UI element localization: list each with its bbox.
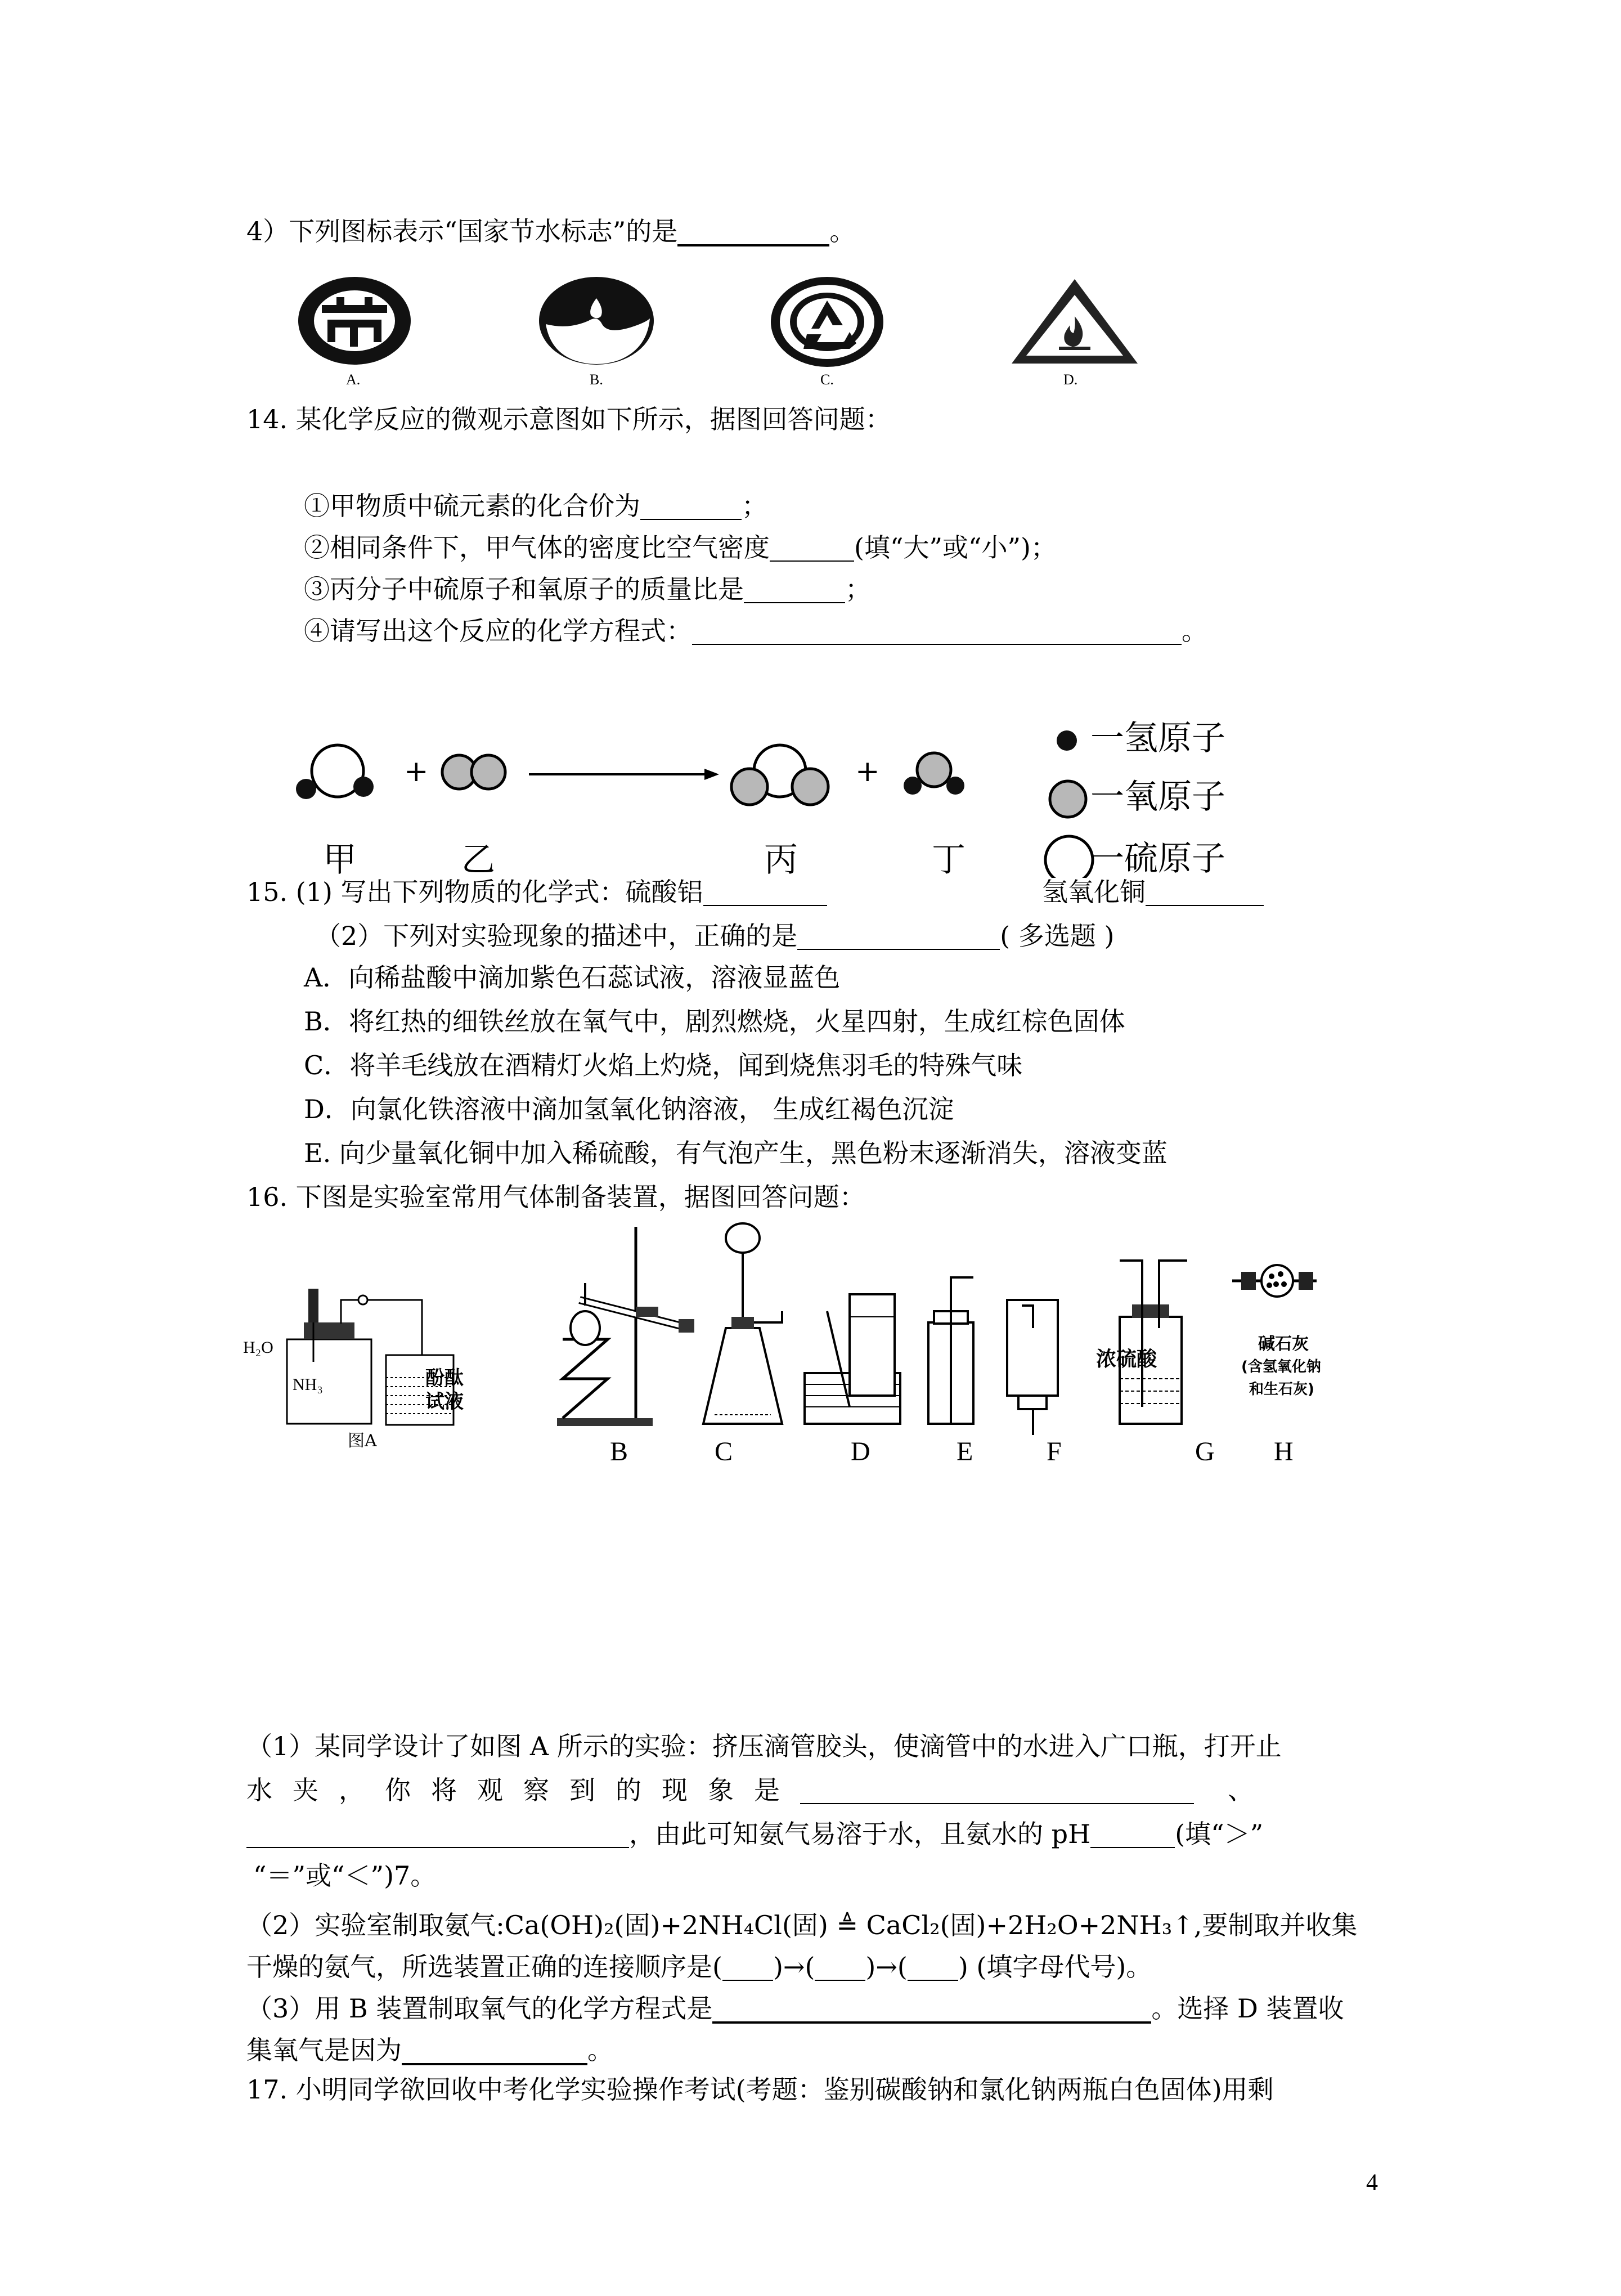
q14-s3-end: ； [845,574,871,604]
plus-2: + [855,755,880,788]
q16-p2-arrow-2: )→( [865,1952,908,1982]
q13-4-icon-d [1007,273,1142,380]
q16-p1-blank-2[interactable] [246,1821,629,1848]
q16-p1-line3-text: ，由此可知氨气易溶于水，且氨水的 pH [629,1819,1091,1849]
q14-s2-end: (填“大”或“小”)； [854,532,1057,563]
reaction-scheme [281,698,1013,827]
fig-a-phenol-1: 酚酞 [425,1367,464,1389]
apparatus-f [1007,1300,1058,1435]
q14-s4-end: 。 [1182,616,1207,646]
label-yi: 乙 [461,840,495,880]
apparatus-label-g: G [1195,1437,1215,1467]
page-number: 4 [1366,2170,1378,2196]
apparatus-label-e: E [957,1437,973,1467]
q16-p1-line2 [246,1777,1254,1804]
apparatus-h-label-3: 和生石灰) [1249,1381,1314,1398]
q15-p2-text: （2）下列对实验现象的描述中，正确的是 [315,921,798,951]
apparatus-label-h: H [1274,1437,1294,1467]
apparatus-figure [546,1216,1345,1435]
q16-p2-line2-end: ) (填字母代号)。 [958,1952,1152,1982]
q15-p1-text-b: 氢氧化铜 [1042,877,1146,907]
q13-4-option-a: A. [346,371,361,388]
reaction-diagram [281,698,1013,827]
apparatus-b [557,1227,694,1426]
apparatus-h-label-2: (含氢氧化钠 [1241,1358,1321,1375]
q14-s4 [304,618,1207,645]
q14-s2-blank[interactable] [770,535,854,562]
fig-a-phenol-2: 试液 [425,1391,464,1413]
apparatus-label-f: F [1047,1437,1062,1467]
q16-p2-arrow-1: )→( [773,1952,815,1982]
q16-p2-blank-2[interactable] [815,1954,865,1981]
legend-hydrogen-marker [1057,730,1077,751]
plus-1: + [404,755,429,788]
q15-part1 [246,879,827,906]
q17-text: 17. 小明同学欲回收中考化学实验操作考试(考题：鉴别碳酸钠和氯化钠两瓶白色固体)用剩 [246,2074,1274,2105]
q13-4-question [246,218,855,246]
flammable-warning-icon [1007,273,1142,380]
q16-p1-line3 [246,1821,1263,1848]
q14-s4-text: ④请写出这个反应的化学方程式： [304,616,692,646]
q13-4-icon-c [765,276,889,383]
q15-option-e: E. 向少量氧化铜中加入稀硫酸，有气泡产生，黑色粉末逐渐消失，溶液变蓝 [304,1138,1168,1168]
fig-a-nh3: NH₃ [293,1375,323,1394]
q16-p2-blank-1[interactable] [722,1954,773,1981]
apparatus-d [805,1294,900,1424]
q15-part2 [315,923,1114,950]
apparatus-e [928,1277,973,1424]
water-drop-circle-icon [535,276,658,383]
water-saving-glyph-icon [293,276,416,383]
q15-option-d: D．向氯化铁溶液中滴加氢氧化钠溶液， 生成红褐色沉淀 [304,1094,954,1124]
q16-p1-line1: （1）某同学设计了如图 A 所示的实验：挤压滴管胶头，使滴管中的水进入广口瓶，打开止 [246,1731,1282,1761]
molecule-yi [442,755,505,789]
q15-p2-blank[interactable] [797,923,1000,950]
q13-4-end: 。 [829,216,856,246]
fig-a-caption: 图A [348,1431,377,1451]
apparatus-h [1232,1265,1317,1297]
q14-s3 [304,576,871,603]
q16-intro: 16. 下图是实验室常用气体制备装置，据图回答问题： [246,1182,865,1212]
q14-s1-blank[interactable] [640,493,742,520]
q16-p1-line4: “＝”或“＜”)7。 [253,1860,437,1891]
apparatus-h-label-1: 碱石灰 [1258,1334,1309,1354]
q13-4-icon-a [293,276,416,383]
apparatus-label-d: D [851,1437,870,1467]
q13-4-option-d: D. [1063,371,1078,388]
q14-s1 [304,493,767,520]
q16-p3-line2-text: 集氧气是因为 [246,2035,402,2065]
apparatus-label-b: B [610,1437,628,1467]
apparatus-g [1120,1261,1187,1424]
legend-sulfur: 一硫原子 [1090,839,1225,878]
molecule-bing [731,745,828,805]
label-jia: 甲 [323,840,357,880]
q13-4-icon-b [535,276,658,383]
label-ding: 丁 [932,840,966,880]
q13-4-option-c: C. [820,371,834,388]
molecule-ding [904,753,964,795]
q16-p3-line2 [246,2037,613,2065]
q14-s2-text: ②相同条件下，甲气体的密度比空气密度 [304,532,770,563]
q16-p2-line2-text: 干燥的氨气，所选装置正确的连接顺序是( [246,1952,722,1982]
legend-oxygen-marker [1050,781,1086,817]
q16-p3-line1-text: （3）用 B 装置制取氧气的化学方程式是 [246,1993,713,2024]
apparatus-b-to-h [546,1216,1345,1435]
label-bing: 丙 [764,840,798,880]
q16-p1-blank-1[interactable] [800,1777,1194,1804]
q16-p2-line1: （2）实验室制取氨气:Ca(OH)₂(固)+2NH₄Cl(固) ≜ CaCl₂(固)+2H₂O+2NH₃↑,要制取并收集 [246,1910,1358,1940]
q16-p2-line2 [246,1954,1152,1981]
apparatus-label-c: C [715,1437,733,1467]
legend-oxygen: 一氧原子 [1090,777,1225,817]
q16-p1-line2-end: 、 [1228,1775,1254,1805]
q16-p1-line3-end: (填“＞” [1175,1819,1264,1849]
q16-p3-line2-end: 。 [587,2035,613,2065]
q13-4-option-b: B. [590,371,603,388]
q14-s3-blank[interactable] [744,576,845,603]
q14-s2 [304,532,1057,563]
q16-p2-blank-3[interactable] [908,1954,958,1981]
q15-p1-text: 15. (1) 写出下列物质的化学式：硫酸铝 [246,877,703,907]
q16-p3-line1-end: 。选择 D 装置收 [1151,1993,1344,2024]
q16-p1-line2-text: 水夹，你将观察到的现象是 [246,1775,800,1805]
q15-option-a: A．向稀盐酸中滴加紫色石蕊试液，溶液显蓝色 [304,962,841,993]
q15-option-b: B．将红热的细铁丝放在氧气中，剧烈燃烧，火星四射，生成红棕色固体 [304,1006,1125,1037]
legend-sulfur-marker [1045,836,1093,878]
q15-p1-blank-2[interactable] [1146,879,1264,906]
q13-4-answer-blank[interactable] [677,218,829,246]
q16-p3-blank-1[interactable] [712,1995,1151,2024]
q15-p2-end: ( 多选题 ) [1000,921,1115,951]
apparatus-c [703,1223,782,1424]
q16-p1-blank-3[interactable] [1090,1821,1175,1848]
q13-4-text: 4）下列图标表示“国家节水标志”的是 [246,216,678,246]
q16-p3-blank-2[interactable] [402,2037,587,2065]
q14-s1-end: ； [742,491,767,521]
q14-intro: 14. 某化学反应的微观示意图如下所示，据图回答问题： [246,404,891,434]
q14-s4-blank[interactable] [692,618,1182,645]
q14-s1-text: ①甲物质中硫元素的化合价为 [304,491,640,521]
q16-p3-line1 [246,1995,1344,2024]
apparatus-g-label: 浓硫酸 [1096,1348,1157,1371]
recycle-icon [765,276,889,383]
q15-part1-b [1042,879,1264,906]
legend-hydrogen: 一氢原子 [1090,719,1225,758]
figure-a-apparatus [242,1272,490,1458]
q14-s3-text: ③丙分子中硫原子和氧原子的质量比是 [304,574,744,604]
q15-option-c: C．将羊毛线放在酒精灯火焰上灼烧，闻到烧焦羽毛的特殊气味 [304,1050,1023,1080]
q15-p1-blank-1[interactable] [703,879,827,906]
figure-a [242,1272,490,1458]
fig-a-water: H₂O [243,1338,273,1357]
molecule-jia [296,745,374,799]
